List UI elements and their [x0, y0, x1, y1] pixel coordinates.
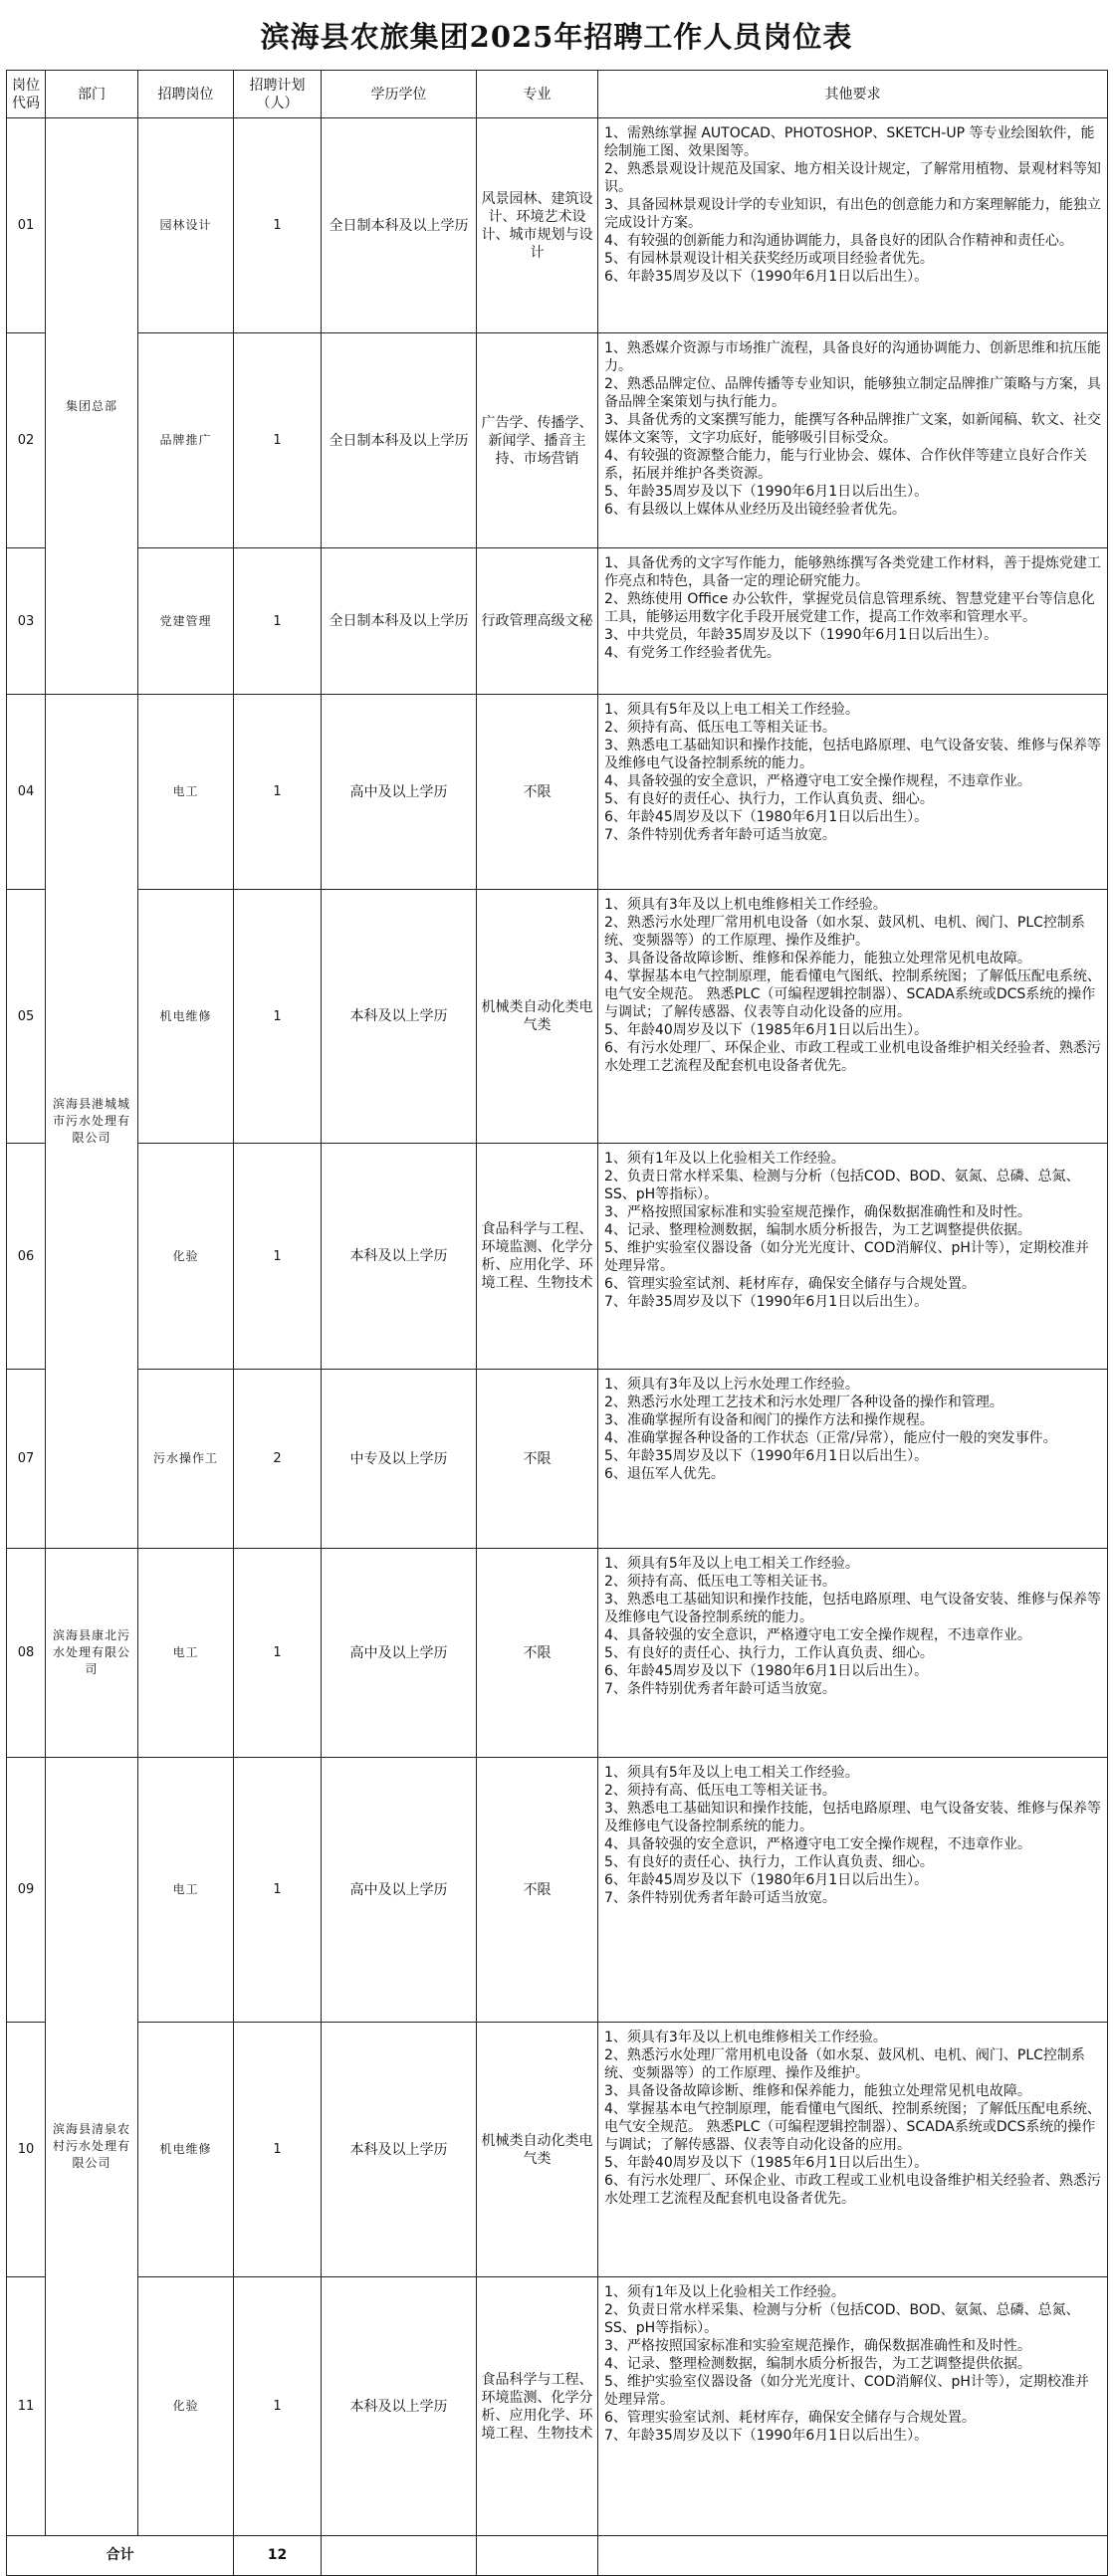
- requirement-line: 4、掌握基本电气控制原理，能看懂电气图纸、控制系统图；了解低压配电系统、电气安全规范。 熟悉PLC（可编程逻辑控制器）、SCADA系统或DCS系统的操作与调试；了解传感器、仪表等自动化设备的应用。: [604, 968, 1101, 1020]
- requirement-line: 4、准确掌握各种设备的工作状态（正常/异常），能应付一般的突发事件。: [604, 1430, 1057, 1446]
- total-empty-cell: [477, 2536, 598, 2576]
- position-name: 品牌推广: [138, 333, 234, 548]
- requirement-line: 1、须具有5年及以上电工相关工作经验。: [604, 702, 859, 718]
- other-requirements: [598, 1549, 1108, 1758]
- header-position: 招聘岗位: [138, 71, 234, 118]
- table-row: [7, 118, 1108, 333]
- page-title: 滨海县农旅集团2025年招聘工作人员岗位表: [260, 19, 853, 54]
- header-req: 其他要求: [598, 71, 1108, 118]
- requirement-line: 6、年龄45周岁及以下（1980年6月1日以后出生）。: [604, 1663, 929, 1679]
- requirement-line: 7、年龄35周岁及以下（1990年6月1日以后出生）。: [604, 2428, 929, 2444]
- major-requirement: 广告学、传播学、新闻学、播音主持、市场营销: [477, 333, 598, 548]
- requirement-line: 2、熟悉污水处理厂常用机电设备（如水泵、鼓风机、电机、阀门、PLC控制系统、变频器等）的工作原理、操作及维护。: [604, 2047, 1085, 2081]
- requirement-line: 2、须持有高、低压电工等相关证书。: [604, 1574, 836, 1590]
- requirement-line: 4、具备较强的安全意识，严格遵守电工安全操作规程，不违章作业。: [604, 773, 1031, 789]
- position-name: 污水操作工: [138, 1370, 234, 1549]
- requirement-line: 3、严格按照国家标准和实验室规范操作，确保数据准确性和及时性。: [604, 2338, 1031, 2354]
- plan-count: 1: [234, 2277, 322, 2536]
- position-name: 化验: [138, 1144, 234, 1370]
- post-code: 01: [7, 118, 46, 333]
- plan-count: 2: [234, 1370, 322, 1549]
- position-name: 电工: [138, 1758, 234, 2023]
- other-requirements: [598, 2277, 1108, 2536]
- education-requirement: 本科及以上学历: [322, 2023, 477, 2277]
- header-row: [7, 71, 1108, 118]
- requirement-line: 1、须具有5年及以上电工相关工作经验。: [604, 1556, 859, 1572]
- plan-count: 1: [234, 2023, 322, 2277]
- post-code: 09: [7, 1758, 46, 2023]
- total-empty-cell: [598, 2536, 1108, 2576]
- requirement-line: 2、须持有高、低压电工等相关证书。: [604, 1783, 836, 1799]
- requirement-line: 2、负责日常水样采集、检测与分析（包括COD、BOD、氨氮、总磷、总氮、SS、pH等指标）。: [604, 1169, 1080, 1202]
- department-cell: 集团总部: [46, 118, 138, 695]
- post-code: 07: [7, 1370, 46, 1549]
- requirement-line: 3、熟悉电工基础知识和操作技能，包括电路原理、电气设备安装、维修与保养等及维修电气设备控制系统的能力。: [604, 738, 1101, 771]
- education-requirement: 本科及以上学历: [322, 1144, 477, 1370]
- recruitment-table: [6, 70, 1108, 2576]
- requirement-line: 4、记录、整理检测数据，编制水质分析报告，为工艺调整提供依据。: [604, 2356, 1031, 2372]
- requirement-line: 6、有污水处理厂、环保企业、市政工程或工业机电设备维护相关经验者、熟悉污水处理工艺流程及配套机电设备者优先。: [604, 2173, 1101, 2207]
- plan-count: 1: [234, 890, 322, 1144]
- other-requirements: [598, 548, 1108, 695]
- table-row: [7, 2277, 1108, 2536]
- table-row: [7, 2023, 1108, 2277]
- plan-count: 1: [234, 1549, 322, 1758]
- requirement-line: 7、条件特别优秀者年龄可适当放宽。: [604, 1681, 836, 1697]
- requirement-line: 4、有较强的创新能力和沟通协调能力，具备良好的团队合作精神和责任心。: [604, 233, 1073, 249]
- plan-count: 1: [234, 1758, 322, 2023]
- post-code: 10: [7, 2023, 46, 2277]
- table-row: [7, 1144, 1108, 1370]
- education-requirement: 本科及以上学历: [322, 2277, 477, 2536]
- post-code: 08: [7, 1549, 46, 1758]
- requirement-line: 3、熟悉电工基础知识和操作技能，包括电路原理、电气设备安装、维修与保养等及维修电气设备控制系统的能力。: [604, 1592, 1101, 1625]
- education-requirement: 高中及以上学历: [322, 1549, 477, 1758]
- department-cell: 滨海县港城城市污水处理有限公司: [46, 695, 138, 1549]
- requirement-line: 6、年龄45周岁及以下（1980年6月1日以后出生）。: [604, 809, 929, 825]
- requirement-line: 6、管理实验室试剂、耗材库存，确保安全储存与合规处置。: [604, 2410, 976, 2426]
- requirement-line: 3、准确掌握所有设备和阀门的操作方法和操作规程。: [604, 1412, 934, 1428]
- major-requirement: 机械类自动化类电气类: [477, 2023, 598, 2277]
- requirement-line: 2、熟悉污水处理厂常用机电设备（如水泵、鼓风机、电机、阀门、PLC控制系统、变频器等）的工作原理、操作及维护。: [604, 915, 1085, 949]
- header-plan: 招聘计划（人）: [234, 71, 322, 118]
- requirement-line: 3、具备园林景观设计学的专业知识，有出色的创意能力和方案理解能力，能独立完成设计方案。: [604, 197, 1101, 231]
- requirement-line: 1、需熟练掌握 AUTOCAD、PHOTOSHOP、SKETCH-UP 等专业绘图软件，能绘制施工图、效果图等。: [604, 125, 1095, 159]
- table-row: [7, 695, 1108, 890]
- other-requirements: [598, 1758, 1108, 2023]
- requirement-line: 4、记录、整理检测数据，编制水质分析报告，为工艺调整提供依据。: [604, 1222, 1031, 1238]
- requirement-line: 5、年龄40周岁及以下（1985年6月1日以后出生）。: [604, 2155, 929, 2171]
- major-requirement: 不限: [477, 1370, 598, 1549]
- major-requirement: 不限: [477, 695, 598, 890]
- major-requirement: 食品科学与工程、环境监测、化学分析、应用化学、环境工程、生物技术: [477, 2277, 598, 2536]
- requirement-line: 1、熟悉媒介资源与市场推广流程，具备良好的沟通协调能力、创新思维和抗压能力。: [604, 340, 1101, 374]
- requirement-line: 5、年龄35周岁及以下（1990年6月1日以后出生）。: [604, 484, 929, 500]
- education-requirement: 全日制本科及以上学历: [322, 118, 477, 333]
- position-name: 园林设计: [138, 118, 234, 333]
- other-requirements: [598, 333, 1108, 548]
- header-major: 专业: [477, 71, 598, 118]
- requirement-line: 5、维护实验室仪器设备（如分光光度计、COD消解仪、pH计等），定期校准并处理异常。: [604, 1240, 1089, 1274]
- plan-count: 1: [234, 548, 322, 695]
- requirement-line: 3、具备设备故障诊断、维修和保养能力，能独立处理常见机电故障。: [604, 2083, 1031, 2099]
- position-name: 电工: [138, 1549, 234, 1758]
- requirement-line: 5、有良好的责任心、执行力，工作认真负责、细心。: [604, 1854, 934, 1870]
- plan-count: 1: [234, 118, 322, 333]
- requirement-line: 5、有良好的责任心、执行力，工作认真负责、细心。: [604, 1645, 934, 1661]
- requirement-line: 4、有较强的资源整合能力，能与行业协会、媒体、合作伙伴等建立良好合作关系，拓展并维护各类资源。: [604, 448, 1087, 482]
- other-requirements: [598, 2023, 1108, 2277]
- post-code: 05: [7, 890, 46, 1144]
- requirement-line: 3、中共党员，年龄35周岁及以下（1990年6月1日以后出生）。: [604, 627, 999, 643]
- major-requirement: 机械类自动化类电气类: [477, 890, 598, 1144]
- table-row: [7, 1370, 1108, 1549]
- requirement-line: 3、熟悉电工基础知识和操作技能，包括电路原理、电气设备安装、维修与保养等及维修电气设备控制系统的能力。: [604, 1801, 1101, 1834]
- education-requirement: 本科及以上学历: [322, 890, 477, 1144]
- table-row: [7, 1549, 1108, 1758]
- requirement-line: 5、年龄35周岁及以下（1990年6月1日以后出生）。: [604, 1448, 929, 1464]
- total-empty-cell: [322, 2536, 477, 2576]
- education-requirement: 中专及以上学历: [322, 1370, 477, 1549]
- requirement-line: 6、退伍军人优先。: [604, 1466, 725, 1482]
- requirement-line: 5、有良好的责任心、执行力，工作认真负责、细心。: [604, 791, 934, 807]
- education-requirement: 全日制本科及以上学历: [322, 333, 477, 548]
- major-requirement: 不限: [477, 1549, 598, 1758]
- other-requirements: [598, 1144, 1108, 1370]
- post-code: 03: [7, 548, 46, 695]
- total-row: [7, 2536, 1108, 2576]
- requirement-line: 2、熟练使用 Office 办公软件，掌握党员信息管理系统、智慧党建平台等信息化工具，能够运用数字化手段开展党建工作，提高工作效率和管理水平。: [604, 591, 1095, 625]
- requirement-line: 7、条件特别优秀者年龄可适当放宽。: [604, 827, 836, 843]
- requirement-line: 1、须有1年及以上化验相关工作经验。: [604, 2284, 845, 2300]
- position-name: 机电维修: [138, 890, 234, 1144]
- requirement-line: 1、具备优秀的文字写作能力，能够熟练撰写各类党建工作材料，善于提炼党建工作亮点和特色，具备一定的理论研究能力。: [604, 555, 1101, 589]
- header-code: 岗位代码: [7, 71, 46, 118]
- plan-count: 1: [234, 333, 322, 548]
- post-code: 02: [7, 333, 46, 548]
- requirement-line: 5、有园林景观设计相关获奖经历或项目经验者优先。: [604, 251, 934, 267]
- other-requirements: [598, 1370, 1108, 1549]
- requirement-line: 1、须具有3年及以上机电维修相关工作经验。: [604, 897, 887, 913]
- position-name: 机电维修: [138, 2023, 234, 2277]
- post-code: 04: [7, 695, 46, 890]
- table-row: [7, 333, 1108, 548]
- requirement-line: 6、年龄35周岁及以下（1990年6月1日以后出生）。: [604, 269, 929, 285]
- table-row: [7, 548, 1108, 695]
- requirement-line: 1、须具有5年及以上电工相关工作经验。: [604, 1765, 859, 1781]
- requirement-line: 2、须持有高、低压电工等相关证书。: [604, 720, 836, 736]
- total-value: 12: [234, 2536, 322, 2576]
- requirement-line: 6、有县级以上媒体从业经历及出镜经验者优先。: [604, 502, 906, 518]
- requirement-line: 5、维护实验室仪器设备（如分光光度计、COD消解仪、pH计等），定期校准并处理异常。: [604, 2374, 1089, 2408]
- requirement-line: 2、熟悉景观设计规范及国家、地方相关设计规定，了解常用植物、景观材料等知识。: [604, 161, 1101, 195]
- department-cell: 滨海县清泉农村污水处理有限公司: [46, 1758, 138, 2536]
- requirement-line: 1、须具有3年及以上机电维修相关工作经验。: [604, 2030, 887, 2045]
- requirement-line: 2、负责日常水样采集、检测与分析（包括COD、BOD、氨氮、总磷、总氮、SS、pH等指标）。: [604, 2302, 1080, 2336]
- requirement-line: 4、掌握基本电气控制原理，能看懂电气图纸、控制系统图；了解低压配电系统、电气安全规范。 熟悉PLC（可编程逻辑控制器）、SCADA系统或DCS系统的操作与调试；了解传感器、仪表等自动化设备的应用。: [604, 2101, 1101, 2153]
- requirement-line: 1、须有1年及以上化验相关工作经验。: [604, 1151, 845, 1167]
- table-row: [7, 890, 1108, 1144]
- position-name: 电工: [138, 695, 234, 890]
- requirement-line: 2、熟悉污水处理工艺技术和污水处理厂各种设备的操作和管理。: [604, 1395, 1003, 1410]
- requirement-line: 4、有党务工作经验者优先。: [604, 645, 780, 661]
- plan-count: 1: [234, 1144, 322, 1370]
- requirement-line: 1、须具有3年及以上污水处理工作经验。: [604, 1377, 859, 1393]
- requirement-line: 6、年龄45周岁及以下（1980年6月1日以后出生）。: [604, 1872, 929, 1888]
- other-requirements: [598, 695, 1108, 890]
- requirement-line: 7、年龄35周岁及以下（1990年6月1日以后出生）。: [604, 1294, 929, 1310]
- total-label: 合计: [7, 2536, 234, 2576]
- requirement-line: 3、具备设备故障诊断、维修和保养能力，能独立处理常见机电故障。: [604, 951, 1031, 966]
- plan-count: 1: [234, 695, 322, 890]
- requirement-line: 6、有污水处理厂、环保企业、市政工程或工业机电设备维护相关经验者、熟悉污水处理工艺流程及配套机电设备者优先。: [604, 1040, 1101, 1074]
- education-requirement: 高中及以上学历: [322, 1758, 477, 2023]
- header-edu: 学历学位: [322, 71, 477, 118]
- requirement-line: 4、具备较强的安全意识，严格遵守电工安全操作规程，不违章作业。: [604, 1836, 1031, 1852]
- department-cell: 滨海县康北污水处理有限公司: [46, 1549, 138, 1758]
- major-requirement: 不限: [477, 1758, 598, 2023]
- position-name: 化验: [138, 2277, 234, 2536]
- requirement-line: 6、管理实验室试剂、耗材库存，确保安全储存与合规处置。: [604, 1276, 976, 1292]
- other-requirements: [598, 118, 1108, 333]
- requirement-line: 3、严格按照国家标准和实验室规范操作，确保数据准确性和及时性。: [604, 1204, 1031, 1220]
- post-code: 11: [7, 2277, 46, 2536]
- other-requirements: [598, 890, 1108, 1144]
- major-requirement: 风景园林、建筑设计、环境艺术设计、城市规划与设计: [477, 118, 598, 333]
- requirement-line: 2、熟悉品牌定位、品牌传播等专业知识，能够独立制定品牌推广策略与方案，具备品牌全案策划与执行能力。: [604, 376, 1101, 410]
- position-name: 党建管理: [138, 548, 234, 695]
- requirement-line: 3、具备优秀的文案撰写能力，能撰写各种品牌推广文案，如新闻稿、软文、社交媒体文案等，文字功底好，能够吸引目标受众。: [604, 412, 1101, 446]
- requirement-line: 7、条件特别优秀者年龄可适当放宽。: [604, 1890, 836, 1906]
- education-requirement: 高中及以上学历: [322, 695, 477, 890]
- requirement-line: 5、年龄40周岁及以下（1985年6月1日以后出生）。: [604, 1022, 929, 1038]
- requirement-line: 4、具备较强的安全意识，严格遵守电工安全操作规程，不违章作业。: [604, 1627, 1031, 1643]
- major-requirement: 行政管理高级文秘: [477, 548, 598, 695]
- header-dept: 部门: [46, 71, 138, 118]
- post-code: 06: [7, 1144, 46, 1370]
- table-row: [7, 1758, 1108, 2023]
- major-requirement: 食品科学与工程、环境监测、化学分析、应用化学、环境工程、生物技术: [477, 1144, 598, 1370]
- education-requirement: 全日制本科及以上学历: [322, 548, 477, 695]
